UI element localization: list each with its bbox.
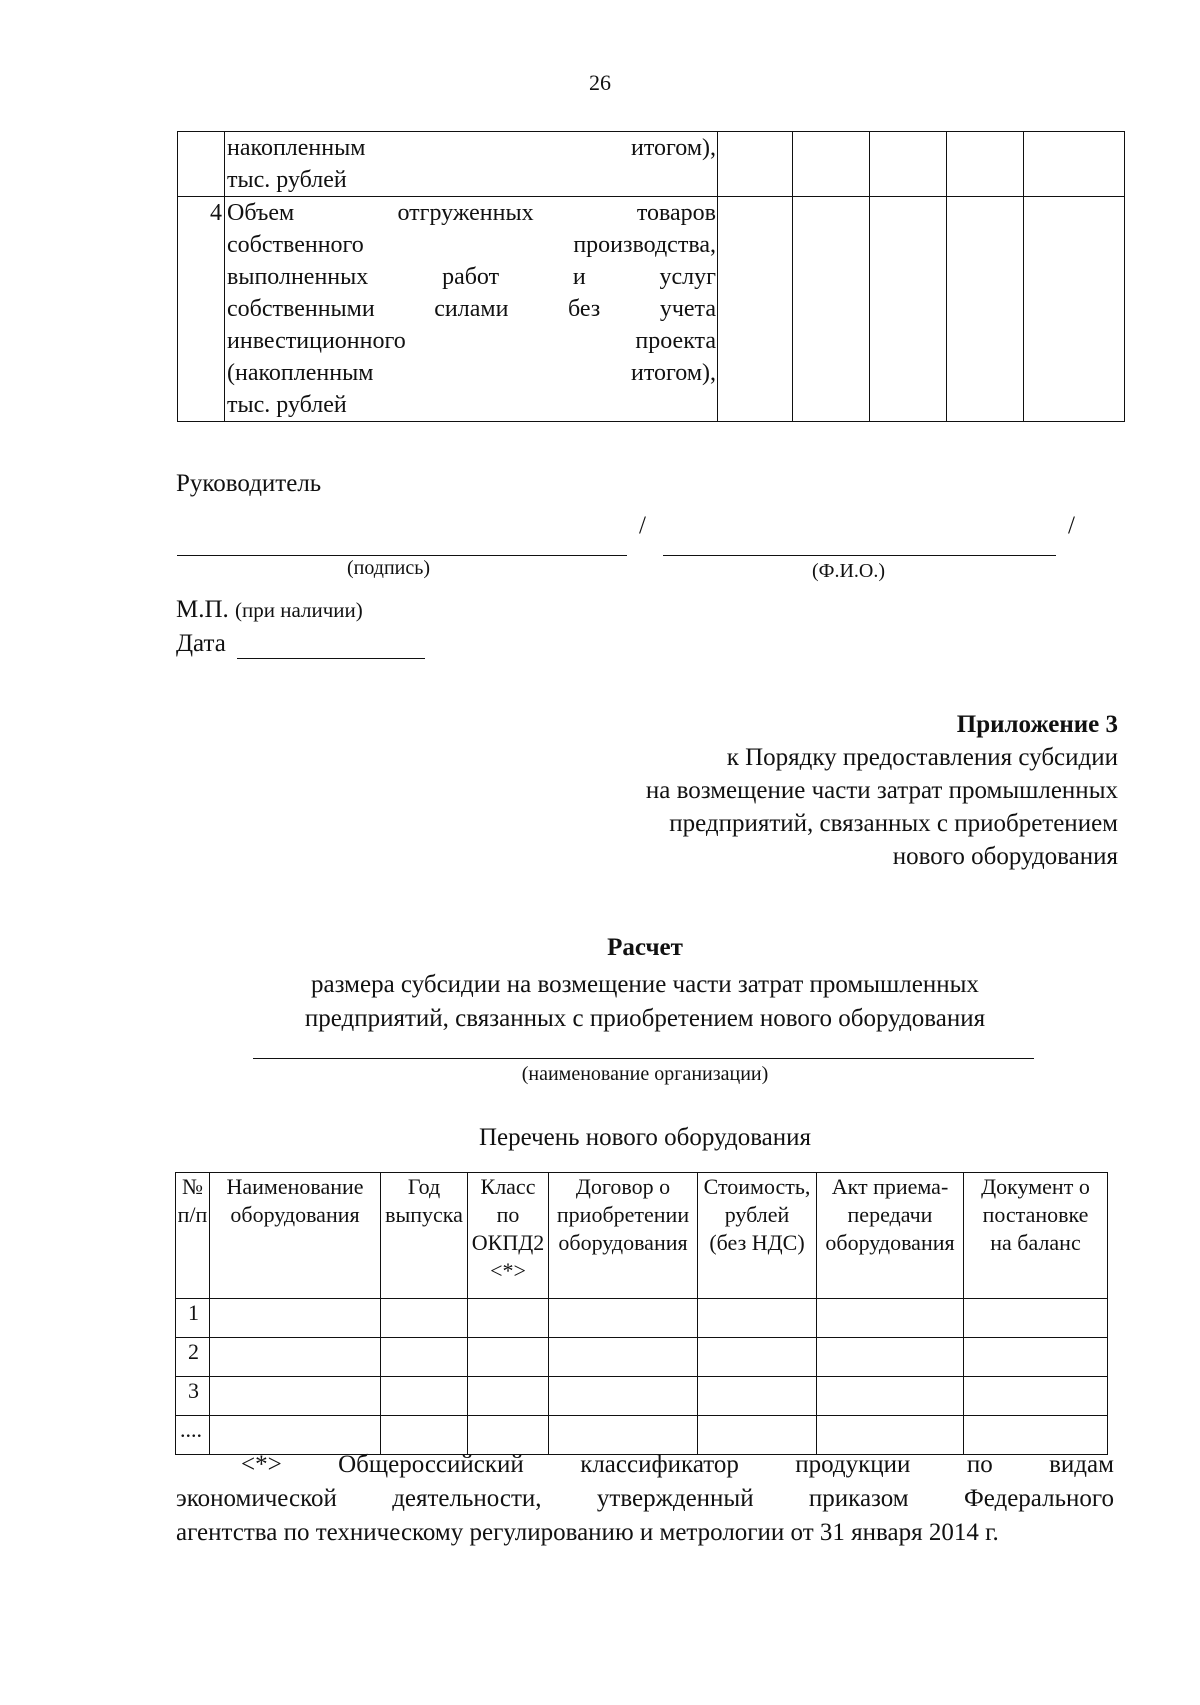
- table-cell[interactable]: [468, 1338, 549, 1377]
- word: <*>: [241, 1451, 282, 1478]
- table-row: [176, 1299, 1108, 1338]
- empty-cell: [1024, 197, 1125, 422]
- word: по: [966, 1451, 993, 1478]
- table-cell[interactable]: [964, 1299, 1108, 1338]
- row-description: [225, 197, 718, 422]
- row-number: 3: [176, 1377, 210, 1416]
- header-line: Класс: [480, 1174, 536, 1199]
- word: итогом),: [631, 360, 716, 386]
- appendix-line: на возмещение части затрат промышленных: [645, 777, 1118, 804]
- header-line: оборудования: [825, 1230, 955, 1255]
- row-number: 4: [178, 197, 225, 422]
- table-cell[interactable]: [381, 1299, 468, 1338]
- empty-cell: [718, 197, 793, 422]
- word: производства,: [573, 232, 716, 258]
- indicators-table-continuation: [177, 131, 1125, 422]
- header-line: ОКПД2: [471, 1230, 545, 1255]
- head-label: Руководитель: [176, 470, 322, 497]
- word: силами: [434, 296, 509, 322]
- word: работ: [442, 264, 500, 290]
- header-line: Акт приема-: [831, 1174, 949, 1199]
- footnote-line: агентства по техническому регулированию и метрологии от 31 января 2014 г.: [176, 1519, 999, 1546]
- empty-cell: [870, 132, 947, 197]
- empty-cell: [793, 197, 870, 422]
- table-cell[interactable]: [381, 1338, 468, 1377]
- word: продукции: [795, 1451, 911, 1478]
- empty-cell: [718, 132, 793, 197]
- calculation-title: Расчет: [607, 934, 683, 961]
- word: (накопленным: [227, 360, 374, 386]
- text-line: тыс. рублей: [227, 167, 347, 193]
- row-number: ....: [176, 1416, 210, 1455]
- col-header-class: [468, 1173, 549, 1299]
- table-cell[interactable]: [549, 1338, 698, 1377]
- empty-cell: [793, 132, 870, 197]
- separator-slash: /: [639, 512, 646, 539]
- header-line: рублей: [724, 1202, 790, 1227]
- word: приказом: [808, 1485, 909, 1512]
- word: инвестиционного: [227, 328, 406, 354]
- subtitle-line: размера субсидии на возмещение части затрат промышленных: [311, 971, 979, 998]
- row-number: 1: [176, 1299, 210, 1338]
- word: экономической: [176, 1485, 337, 1512]
- col-header-contract: [549, 1173, 698, 1299]
- table-cell[interactable]: [817, 1299, 964, 1338]
- header-line: <*>: [490, 1258, 526, 1283]
- col-header-cost: [698, 1173, 817, 1299]
- table-row: [176, 1377, 1108, 1416]
- table-cell[interactable]: [698, 1377, 817, 1416]
- header-line: передачи: [847, 1202, 933, 1227]
- col-header-number: [176, 1173, 210, 1299]
- table-cell[interactable]: [210, 1299, 381, 1338]
- row-number: [178, 132, 225, 197]
- word: и: [572, 264, 586, 290]
- header-line: оборудования: [230, 1202, 360, 1227]
- table-cell[interactable]: [964, 1377, 1108, 1416]
- footnote: [176, 1448, 1114, 1550]
- text-line: [225, 229, 717, 261]
- table-cell[interactable]: [210, 1377, 381, 1416]
- calculation-subtitle: [0, 968, 1200, 1036]
- equipment-list-title: Перечень нового оборудования: [478, 1124, 812, 1151]
- header-line: по: [496, 1202, 520, 1227]
- word: без: [567, 296, 601, 322]
- equipment-table: [175, 1172, 1108, 1455]
- word: учета: [659, 296, 716, 322]
- word: собственными: [227, 296, 375, 322]
- appendix-header: [518, 708, 1118, 873]
- date-line[interactable]: [237, 658, 425, 659]
- empty-cell: [1024, 132, 1125, 197]
- separator-slash: /: [1068, 512, 1075, 539]
- word: собственного: [227, 232, 364, 258]
- text-line: [225, 325, 717, 357]
- signature-line[interactable]: [177, 555, 627, 556]
- stamp-label-text: М.П.: [176, 596, 229, 623]
- header-line: на баланс: [990, 1230, 1081, 1255]
- row-description: [225, 132, 718, 197]
- date-label: Дата: [176, 630, 226, 657]
- header-line: п/п: [177, 1202, 208, 1227]
- word: Общероссийский: [338, 1451, 524, 1478]
- header-line: Наименование: [226, 1174, 364, 1199]
- word: товаров: [636, 200, 716, 226]
- appendix-line: к Порядку предоставления субсидии: [726, 744, 1118, 771]
- word: услуг: [659, 264, 716, 290]
- word: классификатор: [580, 1451, 739, 1478]
- text-line: [225, 197, 717, 229]
- table-cell[interactable]: [468, 1377, 549, 1416]
- appendix-title: Приложение 3: [956, 711, 1118, 738]
- header-line: Документ о: [981, 1174, 1090, 1199]
- word: проекта: [635, 328, 716, 354]
- empty-cell: [947, 197, 1024, 422]
- empty-cell: [947, 132, 1024, 197]
- table-cell[interactable]: [468, 1299, 549, 1338]
- footnote-line: [176, 1448, 1114, 1482]
- table-row: [176, 1338, 1108, 1377]
- appendix-line: предприятий, связанных с приобретением: [669, 810, 1118, 837]
- stamp-label: [176, 596, 363, 624]
- word: видам: [1049, 1451, 1114, 1478]
- word: выполненных: [227, 264, 369, 290]
- table-cell[interactable]: [817, 1338, 964, 1377]
- empty-cell: [870, 197, 947, 422]
- word: накопленным: [227, 135, 366, 161]
- text-line: [225, 132, 717, 164]
- page-number: 26: [589, 70, 611, 95]
- table-row: [178, 132, 1125, 197]
- row-number: 2: [176, 1338, 210, 1377]
- organization-caption: (наименование организации): [521, 1063, 769, 1085]
- header-line: Стоимость,: [703, 1174, 811, 1199]
- table-cell[interactable]: [698, 1338, 817, 1377]
- word: Объем: [227, 200, 295, 226]
- col-header-year: [381, 1173, 468, 1299]
- fio-caption: (Ф.И.О.): [812, 560, 886, 582]
- header-line: Год: [407, 1174, 441, 1199]
- table-cell[interactable]: [210, 1338, 381, 1377]
- table-cell[interactable]: [381, 1377, 468, 1416]
- subtitle-line: предприятий, связанных с приобретением нового оборудования: [304, 1005, 986, 1032]
- stamp-note: (при наличии): [235, 598, 363, 622]
- table-cell[interactable]: [549, 1299, 698, 1338]
- text-line: [225, 357, 717, 389]
- header-line: Договор о: [575, 1174, 671, 1199]
- fio-line[interactable]: [663, 555, 1056, 556]
- word: деятельности,: [392, 1485, 542, 1512]
- appendix-line: нового оборудования: [892, 843, 1118, 870]
- table-cell[interactable]: [964, 1338, 1108, 1377]
- header-line: (без НДС): [709, 1230, 805, 1255]
- word: итогом),: [631, 135, 716, 161]
- col-header-document: [964, 1173, 1108, 1299]
- text-line: тыс. рублей: [227, 392, 347, 418]
- table-cell[interactable]: [549, 1377, 698, 1416]
- header-line: №: [182, 1174, 203, 1199]
- footnote-line: [176, 1482, 1114, 1516]
- header-line: оборудования: [558, 1230, 688, 1255]
- table-cell[interactable]: [817, 1377, 964, 1416]
- table-header-row: [176, 1173, 1108, 1299]
- table-row: [178, 197, 1125, 422]
- text-line: [225, 261, 717, 293]
- signature-caption: (подпись): [347, 557, 431, 579]
- text-line: [225, 293, 717, 325]
- header-line: постановке: [982, 1202, 1089, 1227]
- header-line: приобретении: [556, 1202, 690, 1227]
- col-header-act: [817, 1173, 964, 1299]
- table-cell[interactable]: [698, 1299, 817, 1338]
- organization-line[interactable]: [253, 1058, 1034, 1059]
- word: Федерального: [963, 1485, 1114, 1512]
- col-header-name: [210, 1173, 381, 1299]
- header-line: выпуска: [385, 1202, 463, 1227]
- word: отгруженных: [397, 200, 534, 226]
- word: утвержденный: [596, 1485, 754, 1512]
